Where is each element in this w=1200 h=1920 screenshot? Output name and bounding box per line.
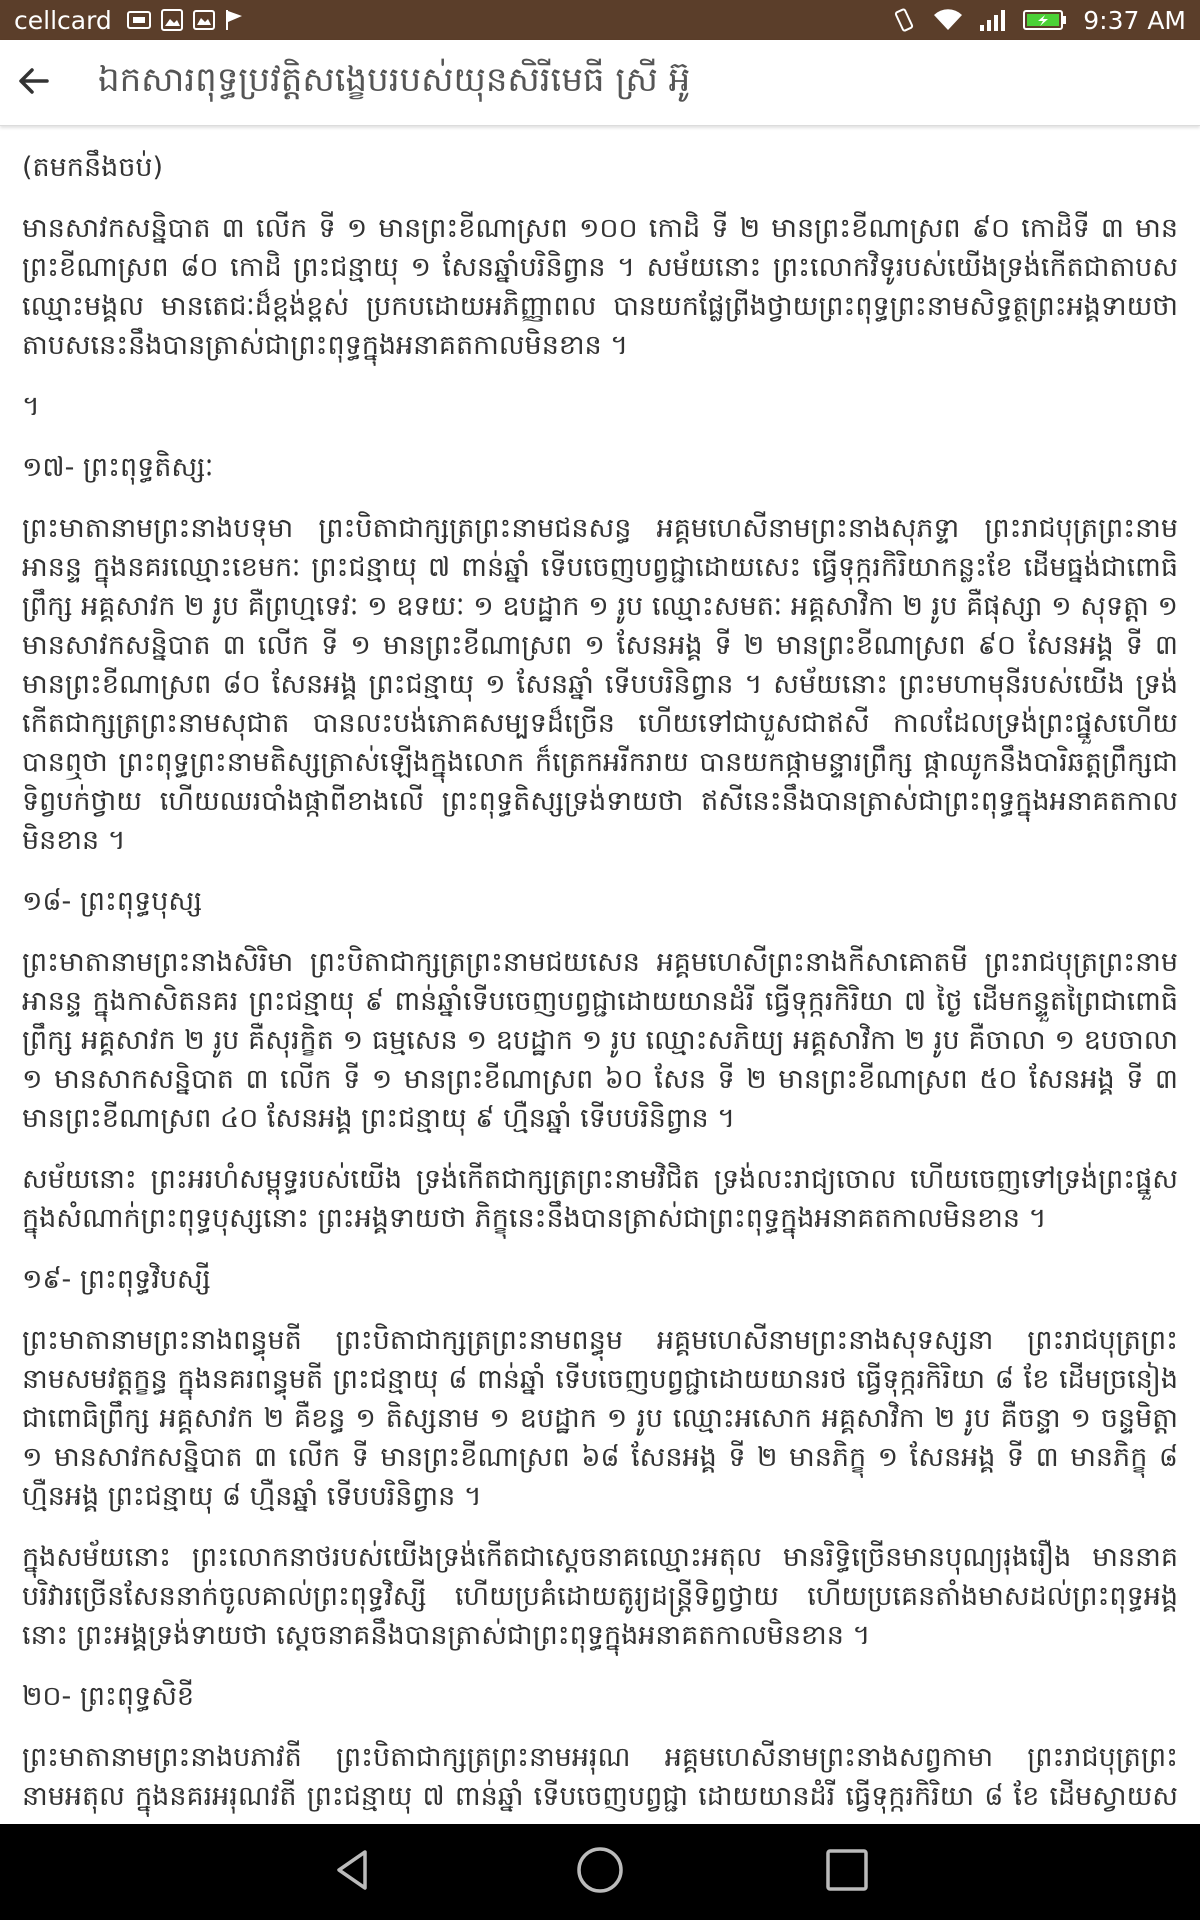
page-title: ឯកសារពុទ្ធប្រវត្តិសង្ខេបរបស់យុនសិរីមេធី ស្រី អ៊ូ: [98, 59, 691, 100]
wifi-icon: [933, 8, 963, 32]
section-heading-20: ២០- ព្រះពុទ្ធសិខី: [22, 1681, 195, 1712]
vibrate-icon: [891, 7, 917, 33]
flag-icon: [224, 8, 246, 32]
image-icon: [160, 8, 184, 32]
battery-charging-icon: [1023, 8, 1067, 32]
carrier-name: cellcard: [14, 5, 112, 35]
section-heading-17: ១៧- ព្រះពុទ្ធតិស្សៈ: [22, 452, 214, 483]
circle-home-icon: [574, 1844, 626, 1900]
status-right: [891, 6, 1186, 35]
navigation-bar: [0, 1824, 1200, 1920]
status-bar: [0, 0, 1200, 40]
app-bar: [0, 40, 1200, 126]
square-recents-icon: [824, 1847, 870, 1897]
paragraph: ព្រះមាតានាមព្រះនាងបទុមា ព្រះបិតាជាក្សត្រព្រះនាមជនសន្ធ អគ្គមហេសីនាមព្រះនាងសុភទ្ទា ព្រះរាជបុត្រព្រះនាមអានន្ទ ក្នុងនគរឈ្មោះខេមកៈ ព្រះជន្មាយុ ៧ ពាន់ឆ្នាំ ទើបចេញបព្វជ្ជាដោយសេះ ធ្វើទុក្ករកិរិយាកន្លះខែ ដើមធ្នង់ជាពោធិព្រឹក្ស អគ្គសាវក ២ រូប គឺព្រហ្មទេវៈ ១ ឧទយៈ ១ ឧបដ្ឋាក ១ រូប ឈ្មោះសមតៈ អគ្គសាវិកា ២ រូប គឺផុស្សា ១ សុទត្តា ១ មានសាវកសន្និបាត ៣ លើក ទី ១ មានព្រះខីណាស្រព ១ សែនអង្គ ទី ២ មានព្រះខីណាស្រព ៩០ សែនអង្គ ទី ៣ មានព្រះខីណាស្រព ៨០ សែនអង្គ ព្រះជន្មាយុ ១ សែនឆ្នាំ ទើបបរិនិព្វាន ។ សម័យនោះ ព្រះមហាមុនីរបស់យើង ទ្រង់កើតជាក្សត្រព្រះនាមសុជាត បានលះបង់ភោគសម្បទដ៏ច្រើន ហើយទៅជាបួសជាឥសី កាលដែលទ្រង់ព្រះផ្នួសហើយបានឮថា ព្រះពុទ្ធព្រះនាមតិស្សត្រាស់ឡើងក្នុងលោក ក៏ត្រេកអរីករាយ បានយកផ្កាមន្ទារព្រឹក្ស ផ្កាឈូកនឹងបារិឆត្តព្រឹក្សជាទិព្វបក់ថ្វាយ ហើយឈរបាំងផ្កាពីខាងលើ ព្រះពុទ្ធតិស្សទ្រង់ទាយថា ឥសីនេះនឹងបានត្រាស់ជាព្រះពុទ្ធក្នុងអនាគតកាលមិនខាន ។: [22, 513, 1178, 856]
status-time: 9:37 AM: [1083, 5, 1186, 35]
sim-card-icon: [126, 8, 152, 32]
paragraph: ព្រះមាតានាមព្រះនាងបភាវតី ព្រះបិតាជាក្សត្រព្រះនាមអរុណ អគ្គមហេសីនាមព្រះនាងសព្វកាមា ព្រះរាជបុត្រព្រះនាមអតុល ក្នុងនគរអរុណវតី ព្រះជន្មាយុ ៧ ពាន់ឆ្នាំ ទើបចេញបព្វជ្ជា ដោយយានដំរី ធ្វើទុក្ករកិរិយា ៨ ខែ ដើមស្វាយស: [22, 1742, 1178, 1812]
paragraph: ក្នុងសម័យនោះ ព្រះលោកនាថរបស់យើងទ្រង់កើតជាស្តេចនាគឈ្មោះអតុល មានរិទ្ធិច្រើនមានបុណ្យរុងរឿង មាននាគបរិវារច្រើនសែននាក់ចូលគាល់ព្រះពុទ្ធវិស្សី ហើយប្រគំដោយតូរ្យដន្ត្រីទិព្វថ្វាយ ហើយប្រគេនតាំងមាសដល់ព្រះពុទ្ធអង្គនោះ ព្រះអង្គទ្រង់ទាយថា ស្តេចនាគនឹងបានត្រាស់ជាព្រះពុទ្ធក្នុងអនាគតកាលមិនខាន ។: [22, 1542, 1178, 1651]
triangle-back-icon: [329, 1846, 377, 1898]
section-heading-19: ១៩- ព្រះពុទ្ធវិបស្សី: [22, 1264, 211, 1295]
nav-back-button[interactable]: [313, 1832, 393, 1912]
status-left: [14, 6, 246, 35]
nav-recents-button[interactable]: [807, 1832, 887, 1912]
arrow-left-icon: [16, 63, 52, 103]
paragraph-continuation: (តមកនឹងចប់): [22, 152, 164, 183]
article-content[interactable]: [0, 128, 1200, 1824]
paragraph: មានសាវកសន្និបាត ៣ លើក ទី ១ មានព្រះខីណាស្រព ១០០ កោដិ ទី ២ មានព្រះខីណាស្រព ៩០ កោដិទី ៣ មានព្រះខីណាស្រព ៨០ កោដិ ព្រះជន្មាយុ ១ សែនឆ្នាំបរិនិព្វាន ។ សម័យនោះ ព្រះលោកវិទូរបស់យើងទ្រង់កើតជាតាបសឈ្មោះមង្គល មានតេជៈដ៏ខ្ពង់ខ្ពស់ ប្រកបដោយអភិញ្ញាពល បានយកផ្លែព្រីងថ្វាយព្រះពុទ្ធព្រះនាមសិទ្ធត្ថព្រះអង្គទាយថា តាបសនេះនឹងបានត្រាស់ជាព្រះពុទ្ធក្នុងអនាគតកាលមិនខាន ។: [22, 213, 1178, 361]
paragraph: ព្រះមាតានាមព្រះនាងពន្ធុមតី ព្រះបិតាជាក្សត្រព្រះនាមពន្ធុម អគ្គមហេសីនាមព្រះនាងសុទស្សនា ព្រះរាជបុត្រព្រះនាមសមវត្តក្ខន្ធ ក្នុងនគរពន្ធុមតី ព្រះជន្មាយុ ៨ ពាន់ឆ្នាំ ទើបចេញបព្វជ្ជាដោយយានរថ ធ្វើទុក្ករកិរិយា ៨ ខែ ដើមច្រនៀងជាពោធិព្រឹក្ស អគ្គសាវក ២ គឺខន្ធ ១ តិស្សនាម ១ ឧបដ្ឋាក ១ រូប ឈ្មោះអសោក អគ្គសាវិកា ២ រូប គឺចន្ទា ១ ចន្ទមិត្តា ១ មានសាវកសន្និបាត ៣ លើក ទី មានព្រះខីណាស្រព ៦៨ សែនអង្គ ទី ២ មានភិក្ខុ ១ សែនអង្គ ទី ៣ មានភិក្ខុ ៨ ហ្មឺនអង្គ ព្រះជន្មាយុ ៨ ហ្មឺនឆ្នាំ ទើបបរិនិព្វាន ។: [22, 1325, 1178, 1512]
paragraph-mark: ។: [22, 391, 40, 422]
back-button[interactable]: [2, 51, 66, 115]
section-heading-18: ១៨- ព្រះពុទ្ធបុស្ស: [22, 886, 203, 917]
gallery-icon: [192, 8, 216, 32]
paragraph: ព្រះមាតានាមព្រះនាងសិរិមា ព្រះបិតាជាក្សត្រព្រះនាមជយសេន អគ្គមហេសីព្រះនាងកីសាគោតមី ព្រះរាជបុត្រព្រះនាមអានន្ទ ក្នុងកាសិតនគរ ព្រះជន្មាយុ ៩ ពាន់ឆ្នាំទើបចេញបព្វជ្ជាដោយយានដំរី ធ្វើទុក្ករកិរិយា ៧ ថ្ងៃ ដើមកន្ទួតព្រៃជាពោធិព្រឹក្ស អគ្គសាវក ២ រូប គឺសុរក្ខិត ១ ធម្មសេន ១ ឧបដ្ឋាក ១ រូប ឈ្មោះសភិយ្យ អគ្គសាវិកា ២ រូប គឺចាលា ១ ឧបចាលា ១ មានសាកសន្និបាត ៣ លើក ទី ១ មានព្រះខីណាស្រព ៦០ សែន ទី ២ មានព្រះខីណាស្រព ៥០ សែនអង្គ ទី ៣ មានព្រះខីណាស្រព ៤០ សែនអង្គ ព្រះជន្មាយុ ៩ ហ្មឺនឆ្នាំ ទើបបរិនិព្វាន ។: [22, 947, 1178, 1134]
signal-icon: [979, 8, 1007, 32]
nav-home-button[interactable]: [560, 1832, 640, 1912]
paragraph: សម័យនោះ ព្រះអរហំសម្ពុទ្ធរបស់យើង ទ្រង់កើតជាក្សត្រព្រះនាមវិជិត ទ្រង់លះរាជ្យចោល ហើយចេញទៅទ្រង់ព្រះផ្នួសក្នុងសំណាក់ព្រះពុទ្ធបុស្សនោះ ព្រះអង្គទាយថា ភិក្ខុនេះនឹងបានត្រាស់ជាព្រះពុទ្ធក្នុងអនាគតកាលមិនខាន ។: [22, 1164, 1178, 1234]
